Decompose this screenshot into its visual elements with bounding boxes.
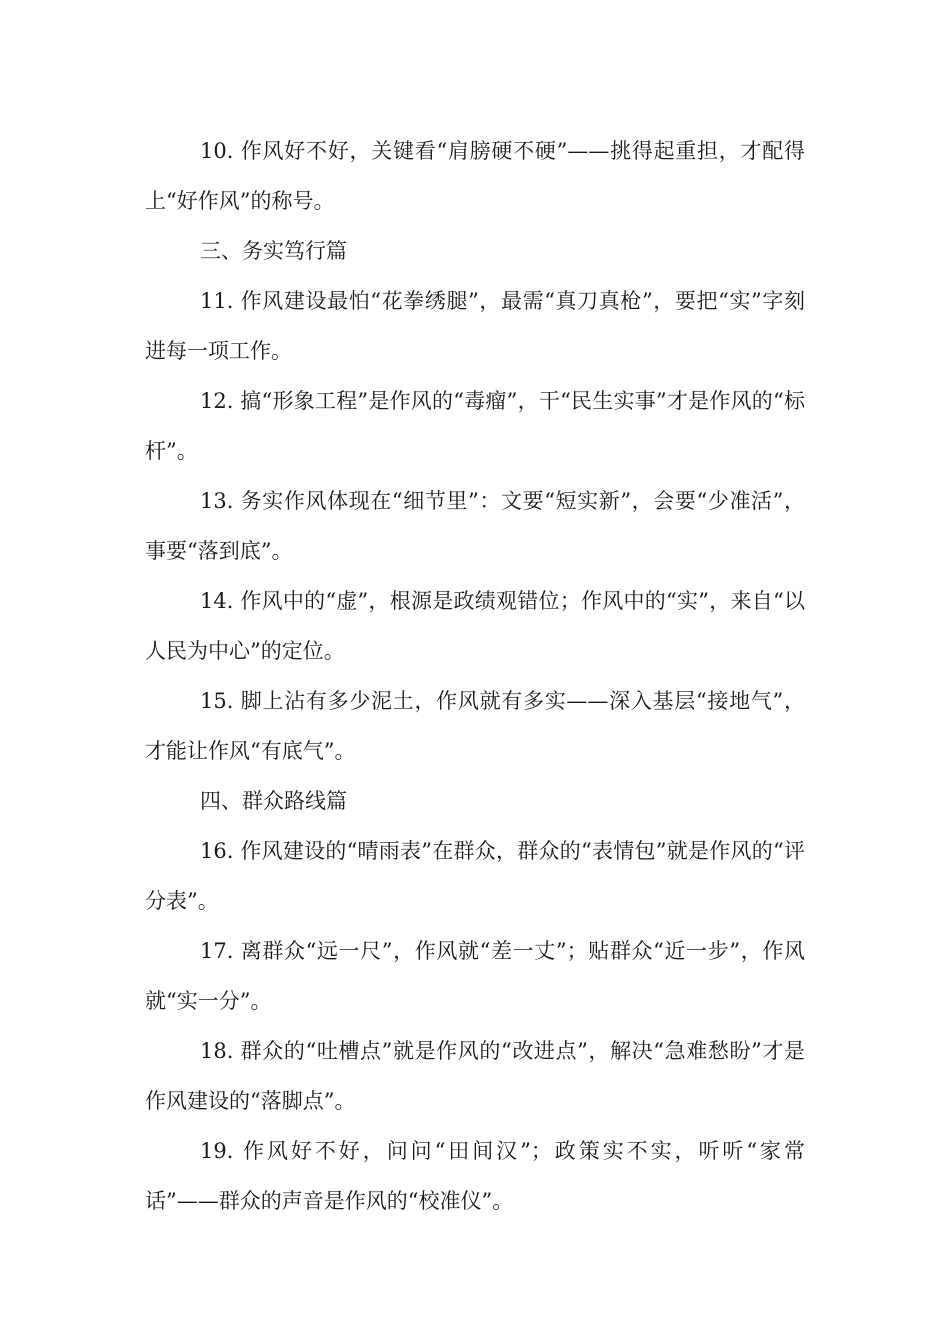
paragraph-item-11: 11. 作风建设最怕“花拳绣腿”，最需“真刀真枪”，要把“实”字刻进每一项工作。	[145, 289, 805, 363]
section-heading-practical: 三、务实笃行篇	[200, 239, 347, 263]
paragraph-item-14: 14. 作风中的“虚”，根源是政绩观错位；作风中的“实”，来自“以人民为中心”的定位。	[145, 589, 805, 663]
section-heading-mass-line: 四、群众路线篇	[200, 789, 347, 813]
paragraph-item-18: 18. 群众的“吐槽点”就是作风的“改进点”，解决“急难愁盼”才是作风建设的“落脚点”。	[145, 1039, 805, 1113]
paragraph-item-12: 12. 搞“形象工程”是作风的“毒瘤”，干“民生实事”才是作风的“标杆”。	[145, 389, 805, 463]
paragraph-item-17: 17. 离群众“远一尺”，作风就“差一丈”；贴群众“近一步”，作风就“实一分”。	[145, 939, 805, 1013]
paragraph-item-16: 16. 作风建设的“晴雨表”在群众，群众的“表情包”就是作风的“评分表”。	[145, 839, 805, 913]
paragraph-item-15: 15. 脚上沾有多少泥土，作风就有多实——深入基层“接地气”，才能让作风“有底气”。	[145, 689, 805, 763]
paragraph-item-19: 19. 作风好不好，问问“田间汉”；政策实不实，听听“家常话”——群众的声音是作风的“校准仪”。	[145, 1139, 805, 1213]
paragraph-item-13: 13. 务实作风体现在“细节里”：文要“短实新”，会要“少准活”，事要“落到底”。	[145, 489, 805, 563]
paragraph-item-10: 10. 作风好不好，关键看“肩膀硬不硬”——挑得起重担，才配得上“好作风”的称号。	[145, 139, 805, 213]
document-body	[145, 126, 805, 1226]
